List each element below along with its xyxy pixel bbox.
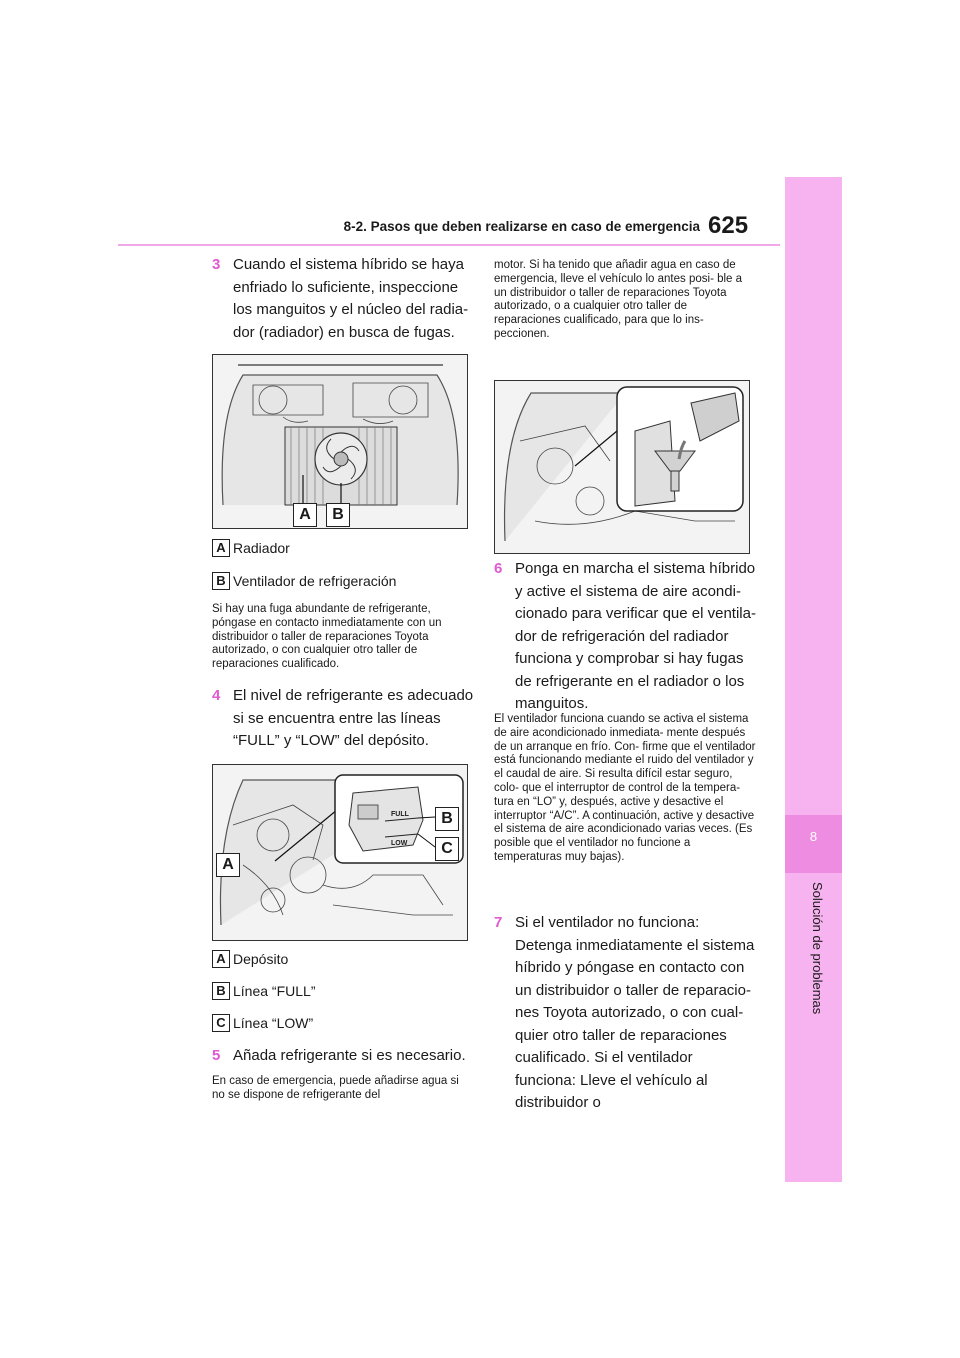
- step-number: 6: [494, 560, 503, 577]
- legend-key: B: [212, 982, 230, 1000]
- step-5: [212, 1045, 474, 1068]
- radiator-illustration: [212, 354, 468, 529]
- step-text: Ponga en marcha el sistema híbrido y active el sistema de aire acondi- cionado para verificar que el ventila- dor de refrigeración del radiador funciona y comprobar si hay fugas de refrigerante en el radiador o los manguitos.: [515, 560, 756, 712]
- legend-item: [212, 1015, 474, 1032]
- header-rule: [118, 244, 780, 246]
- reservoir-drawing: [213, 765, 467, 940]
- step-number: 3: [212, 256, 221, 273]
- chapter-side-tab: [785, 177, 842, 1182]
- step-text: Si el ventilador no funciona: Detenga inmediatamente el sistema híbrido y póngase en contacto con un distribuidor o taller de reparacio- nes Toyota autorizado, o con cual- quier otro taller de reparaciones cualificado. Si el ventilador funciona: Lleve el vehículo al distribuidor o: [515, 914, 755, 1111]
- page-number: 625: [708, 212, 749, 239]
- step-number: 5: [212, 1047, 221, 1064]
- step-number: 7: [494, 914, 503, 931]
- callout-b: B: [326, 503, 350, 527]
- step-3: [212, 254, 474, 344]
- step-number: 4: [212, 687, 221, 704]
- note-leak: Si hay una fuga abundante de refrigerante, póngase en contacto inmediatamente con un distribuidor o taller de reparaciones Toyota autorizado, o con cualquier otro taller de reparaciones cualificado.: [212, 603, 442, 671]
- legend-key: C: [212, 1014, 230, 1032]
- step-text: Cuando el sistema híbrido se haya enfriado lo suficiente, inspeccione los manguitos y el núcleo del radia- dor (radiador) en busca de fugas.: [233, 256, 469, 341]
- section-title: 8-2. Pasos que deben realizarse en caso de emergencia: [343, 219, 700, 234]
- step-4: [212, 685, 474, 753]
- note-water-continued: motor. Si ha tenido que añadir agua en caso de emergencia, lleve el vehículo lo antes posi- ble a un distribuidor o taller de reparaciones Toyota autorizado, o a cualquier otro taller de reparaciones cualificado, para que lo ins- peccionen.: [494, 259, 743, 340]
- legend-item: [212, 573, 474, 590]
- legend-item: [212, 983, 474, 1000]
- legend-label: Depósito: [233, 951, 289, 967]
- chapter-number: 8: [809, 829, 818, 844]
- legend-key: A: [212, 950, 230, 968]
- tank-low-label: LOW: [391, 840, 408, 847]
- adding-coolant-drawing: [495, 381, 749, 553]
- legend-label: Ventilador de refrigeración: [233, 573, 397, 589]
- note-fan: El ventilador funciona cuando se activa el sistema de aire acondicionado inmediata- mente después de un arranque en frío. Con- firme que el ventilador está funcionando mediante el ruido del ventilador y el caudal de aire. Si resulta difícil estar seguro, colo- que el interruptor de control de la tempera- tura en “LO” y, después, active y desactive el interruptor “A/C”. A continuación, active y desactive el sistema de aire acondicionado varias veces. (Es posible que el ventilador no funcione a temperaturas muy bajas).: [494, 713, 756, 863]
- callout-a: A: [293, 503, 317, 527]
- step-text: Añada refrigerante si es necesario.: [233, 1047, 466, 1064]
- callout-b: B: [435, 807, 459, 831]
- legend-item: [212, 540, 474, 557]
- note-water: En caso de emergencia, puede añadirse agua si no se dispone de refrigerante del: [212, 1075, 459, 1101]
- adding-coolant-illustration: [494, 380, 750, 554]
- legend-key: B: [212, 572, 230, 590]
- callout-a: A: [216, 853, 240, 877]
- tank-full-label: FULL: [391, 811, 409, 818]
- step-6: [494, 558, 756, 716]
- chapter-number-box: [785, 815, 842, 873]
- reservoir-illustration: [212, 764, 468, 941]
- chapter-title: Solución de problemas: [810, 882, 825, 1015]
- callout-c: C: [435, 837, 459, 861]
- legend-label: Línea “FULL”: [233, 983, 316, 999]
- legend-item: [212, 951, 474, 968]
- step-7: [494, 912, 756, 1115]
- legend-label: Radiador: [233, 540, 290, 556]
- legend-label: Línea “LOW”: [233, 1015, 314, 1031]
- legend-key: A: [212, 539, 230, 557]
- step-text: El nivel de refrigerante es adecuado si se encuentra entre las líneas “FULL” y “LOW” del depósito.: [233, 687, 474, 749]
